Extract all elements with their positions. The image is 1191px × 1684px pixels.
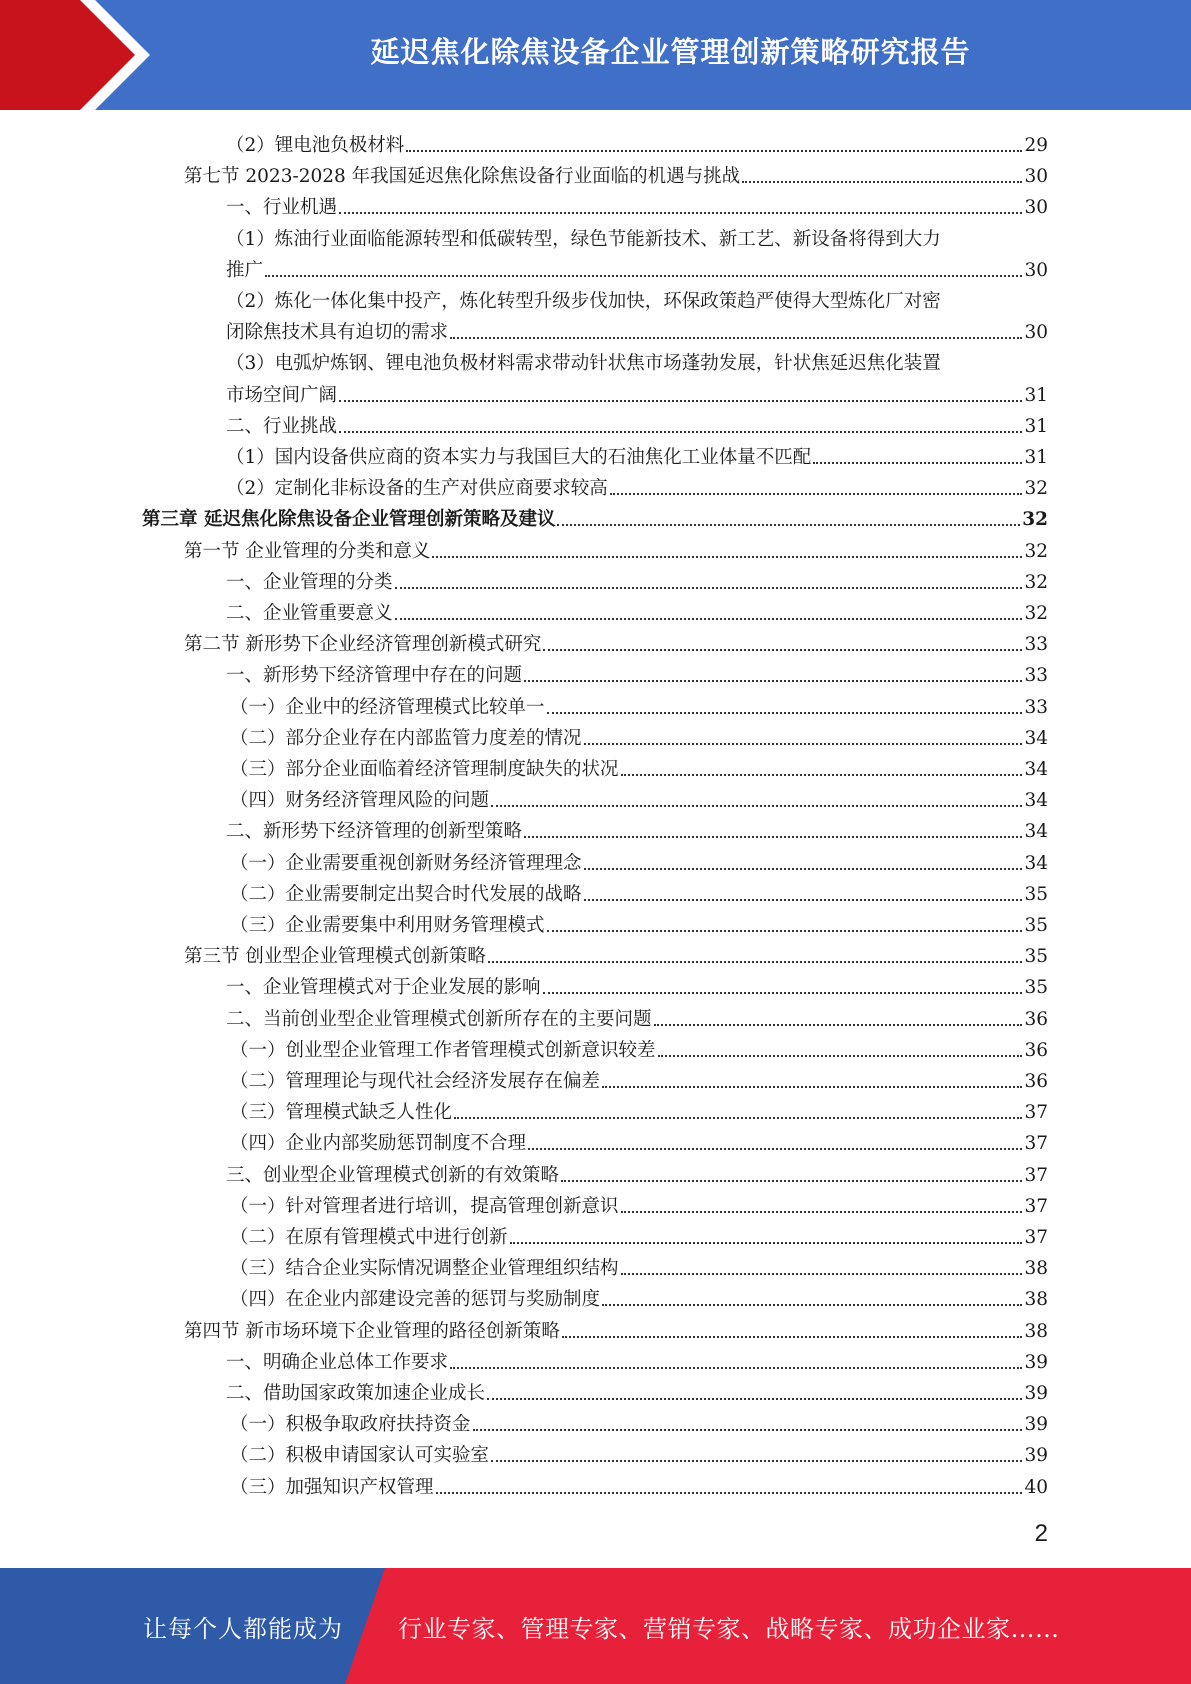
toc-entry[interactable] bbox=[184, 533, 1048, 564]
toc-entry[interactable] bbox=[230, 1469, 1048, 1500]
toc-entry-label: 一、企业管理模式对于企业发展的影响 bbox=[226, 977, 541, 999]
toc-page-number: 33 bbox=[1024, 634, 1048, 656]
toc-leader-dots bbox=[654, 1024, 1023, 1026]
toc-entry-label: 二、企业管重要意义 bbox=[226, 603, 393, 624]
toc-entry-label: 二、当前创业型企业管理模式创新所存在的主要问题 bbox=[226, 1008, 652, 1030]
toc-entry-label: 第四节 新市场环境下企业管理的路径创新策略 bbox=[184, 1320, 560, 1342]
toc-entry-label-continuation: 闭除焦技术具有迫切的需求 bbox=[226, 322, 449, 344]
toc-entry[interactable] bbox=[230, 1219, 1048, 1250]
toc-entry[interactable] bbox=[230, 1437, 1048, 1468]
toc-leader-dots bbox=[524, 680, 1022, 682]
toc-leader-dots bbox=[562, 1336, 1023, 1338]
toc-page-number: 31 bbox=[1024, 447, 1048, 468]
toc-page-number: 40 bbox=[1024, 1476, 1048, 1498]
toc-entry[interactable] bbox=[184, 1313, 1048, 1344]
toc-entry-label: （二）部分企业存在内部监管力度差的情况 bbox=[230, 727, 582, 749]
toc-entry-label: 二、借助国家政策加速企业成长 bbox=[226, 1383, 486, 1404]
toc-leader-dots bbox=[454, 1117, 1022, 1119]
toc-entry-label: （四）财务经济管理风险的问题 bbox=[230, 790, 490, 812]
toc-entry-label: 三、创业型企业管理模式创新的有效策略 bbox=[226, 1164, 560, 1186]
toc-entry-label: （二）企业需要制定出契合时代发展的战略 bbox=[230, 883, 582, 905]
toc-entry-line1[interactable] bbox=[226, 345, 1048, 376]
toc-entry-label: 一、行业机遇 bbox=[226, 197, 338, 219]
toc-entry-label: （三）部分企业面临着经济管理制度缺失的状况 bbox=[230, 759, 619, 780]
toc-entry[interactable] bbox=[230, 1032, 1048, 1063]
toc-entry[interactable] bbox=[226, 1001, 1048, 1032]
toc-page-number: 37 bbox=[1024, 1102, 1048, 1124]
toc-entry[interactable] bbox=[226, 1344, 1048, 1375]
toc-entry[interactable] bbox=[226, 969, 1048, 1000]
toc-page-number: 32 bbox=[1024, 540, 1048, 562]
toc-leader-dots bbox=[473, 1429, 1023, 1431]
toc-leader-dots bbox=[265, 275, 1022, 277]
page-header bbox=[0, 0, 1191, 110]
toc-page-number: 31 bbox=[1024, 384, 1048, 406]
toc-entry[interactable] bbox=[226, 813, 1048, 844]
toc-leader-dots bbox=[450, 1367, 1022, 1369]
toc-leader-dots bbox=[524, 836, 1022, 838]
toc-entry[interactable] bbox=[226, 408, 1048, 439]
toc-leader-dots bbox=[658, 1055, 1023, 1057]
toc-leader-dots bbox=[561, 1180, 1022, 1182]
toc-entry[interactable] bbox=[230, 1281, 1048, 1312]
toc-entry[interactable] bbox=[226, 564, 1048, 595]
toc-page-number: 35 bbox=[1024, 946, 1048, 968]
toc-page-number: 37 bbox=[1024, 1164, 1048, 1186]
toc-entry-label: （三）加强知识产权管理 bbox=[230, 1476, 434, 1498]
toc-leader-dots bbox=[436, 1492, 1023, 1494]
toc-page-number: 34 bbox=[1024, 727, 1048, 749]
toc-leader-dots bbox=[621, 1273, 1023, 1275]
toc-entry[interactable] bbox=[226, 657, 1048, 688]
toc-entry-label: （3）电弧炉炼钢、锂电池负极材料需求带动针状焦市场蓬勃发展，针状焦延迟焦化装置 bbox=[226, 353, 941, 375]
toc-page-number: 39 bbox=[1024, 1351, 1048, 1373]
toc-leader-dots bbox=[339, 400, 1022, 402]
toc-entry-label: 一、企业管理的分类 bbox=[226, 571, 393, 593]
toc-leader-dots bbox=[621, 1211, 1023, 1213]
toc-page-number: 38 bbox=[1024, 1289, 1048, 1311]
toc-leader-dots bbox=[491, 805, 1022, 807]
toc-entry-label: （四）企业内部奖励惩罚制度不合理 bbox=[230, 1133, 527, 1155]
page-number: 2 bbox=[1034, 1520, 1048, 1547]
toc-leader-dots bbox=[339, 431, 1022, 433]
toc-entry-label: （二）积极申请国家认可实验室 bbox=[230, 1445, 490, 1467]
toc-leader-dots bbox=[547, 712, 1023, 714]
toc-entry-line1[interactable] bbox=[226, 283, 1048, 314]
toc-entry[interactable] bbox=[230, 751, 1048, 782]
toc-entry-label: （1）炼油行业面临能源转型和低碳转型，绿色节能新技术、新工艺、新设备将得到大力 bbox=[226, 228, 941, 250]
toc-entry-label: 第二节 新形势下企业经济管理创新模式研究 bbox=[184, 634, 542, 656]
toc-page-number: 37 bbox=[1024, 1195, 1048, 1217]
toc-leader-dots bbox=[543, 649, 1022, 651]
toc-page-number: 33 bbox=[1024, 665, 1048, 687]
toc-entry[interactable] bbox=[226, 595, 1048, 626]
toc-page-number: 37 bbox=[1024, 1133, 1048, 1155]
toc-page-number: 31 bbox=[1024, 415, 1048, 437]
toc-entry-label: 第一节 企业管理的分类和意义 bbox=[184, 540, 431, 562]
toc-page-number: 30 bbox=[1024, 166, 1048, 188]
toc-chapter-entry[interactable] bbox=[142, 501, 1048, 532]
toc-page-number: 36 bbox=[1024, 1039, 1048, 1061]
toc-page-number: 33 bbox=[1024, 696, 1048, 718]
toc-entry[interactable] bbox=[184, 158, 1048, 189]
toc-entry[interactable] bbox=[230, 1063, 1048, 1094]
toc-entry[interactable] bbox=[226, 1375, 1048, 1406]
toc-entry[interactable] bbox=[230, 845, 1048, 876]
toc-entry-label-continuation: 市场空间广阔 bbox=[226, 384, 338, 406]
toc-leader-dots bbox=[610, 493, 1023, 495]
toc-entry-label: （一）积极争取政府扶持资金 bbox=[230, 1414, 471, 1436]
toc-entry[interactable] bbox=[226, 252, 1048, 283]
toc-entry-label: （2）定制化非标设备的生产对供应商要求较高 bbox=[226, 478, 608, 500]
toc-leader-dots bbox=[602, 1086, 1022, 1088]
toc-page-number: 34 bbox=[1024, 852, 1048, 874]
toc-entry-label: （三）管理模式缺乏人性化 bbox=[230, 1102, 453, 1124]
toc-entry-label: 二、行业挑战 bbox=[226, 415, 338, 437]
toc-page-number: 32 bbox=[1024, 478, 1048, 500]
toc-page-number: 36 bbox=[1024, 1071, 1048, 1092]
toc-entry-label: （二）管理理论与现代社会经济发展存在偏差 bbox=[230, 1071, 601, 1092]
toc-entry[interactable] bbox=[226, 439, 1048, 470]
toc-page-number: 35 bbox=[1024, 915, 1048, 936]
toc-entry[interactable] bbox=[226, 470, 1048, 501]
toc-leader-dots bbox=[491, 1460, 1022, 1462]
footer-slogan-right: 行业专家、管理专家、营销专家、战略专家、成功企业家…… bbox=[398, 1614, 1060, 1643]
toc-page-number: 39 bbox=[1024, 1383, 1048, 1404]
toc-page-number: 38 bbox=[1024, 1258, 1048, 1280]
toc-leader-dots bbox=[406, 150, 1022, 152]
toc-page-number: 38 bbox=[1024, 1320, 1048, 1342]
toc-leader-dots bbox=[813, 462, 1022, 464]
toc-leader-dots bbox=[742, 181, 1022, 183]
toc-entry-label-continuation: 推广 bbox=[226, 259, 264, 281]
toc-entry-label: 二、新形势下经济管理的创新型策略 bbox=[226, 821, 523, 843]
toc-entry-label: （一）企业中的经济管理模式比较单一 bbox=[230, 696, 545, 718]
toc-entry-label: 第七节 2023-2028 年我国延迟焦化除焦设备行业面临的机遇与挑战 bbox=[184, 166, 741, 188]
toc-entry-label: （一）创业型企业管理工作者管理模式创新意识较差 bbox=[230, 1039, 656, 1061]
toc-entry[interactable] bbox=[230, 907, 1048, 938]
toc-entry[interactable] bbox=[226, 314, 1048, 345]
toc-leader-dots bbox=[432, 556, 1022, 558]
toc-entry-label: 一、明确企业总体工作要求 bbox=[226, 1351, 449, 1373]
toc-leader-dots bbox=[487, 1398, 1022, 1400]
toc-leader-dots bbox=[547, 930, 1023, 932]
toc-entry-label: （一）企业需要重视创新财务经济管理理念 bbox=[230, 852, 582, 874]
toc-entry-label: （一）针对管理者进行培训，提高管理创新意识 bbox=[230, 1195, 619, 1217]
toc-page-number: 35 bbox=[1024, 977, 1048, 999]
toc-leader-dots bbox=[395, 587, 1023, 589]
toc-leader-dots bbox=[584, 868, 1023, 870]
toc-entry[interactable] bbox=[184, 626, 1048, 657]
toc-entry[interactable] bbox=[226, 1157, 1048, 1188]
toc-page-number: 34 bbox=[1024, 790, 1048, 812]
toc-page-number: 30 bbox=[1024, 259, 1048, 281]
toc-page-number: 35 bbox=[1024, 883, 1048, 905]
toc-entry-label: 第三节 创业型企业管理模式创新策略 bbox=[184, 946, 486, 968]
toc-entry-label: （三）结合企业实际情况调整企业管理组织结构 bbox=[230, 1258, 619, 1280]
toc-leader-dots bbox=[339, 212, 1022, 214]
toc-leader-dots bbox=[584, 743, 1023, 745]
toc-page-number: 37 bbox=[1024, 1227, 1048, 1248]
header-chevron-decoration bbox=[0, 0, 170, 110]
toc-leader-dots bbox=[621, 774, 1023, 776]
toc-entry[interactable] bbox=[230, 689, 1048, 720]
toc-leader-dots bbox=[602, 1304, 1022, 1306]
toc-entry[interactable] bbox=[230, 1406, 1048, 1437]
toc-entry-label: （三）企业需要集中利用财务管理模式 bbox=[230, 915, 545, 936]
toc-page-number: 30 bbox=[1024, 322, 1048, 344]
toc-entry[interactable] bbox=[184, 938, 1048, 969]
toc-entry[interactable] bbox=[230, 1094, 1048, 1125]
toc-leader-dots bbox=[584, 899, 1023, 901]
toc-page-number: 34 bbox=[1024, 759, 1048, 780]
toc-entry[interactable] bbox=[226, 377, 1048, 408]
toc-entry[interactable] bbox=[230, 1125, 1048, 1156]
toc-leader-dots bbox=[510, 1242, 1023, 1244]
toc-entry-label: （四）在企业内部建设完善的惩罚与奖励制度 bbox=[230, 1289, 601, 1311]
toc-page-number: 32 bbox=[1024, 603, 1048, 624]
toc-page-number: 36 bbox=[1024, 1008, 1048, 1030]
toc-entry[interactable] bbox=[230, 876, 1048, 907]
toc-entry-label: 一、新形势下经济管理中存在的问题 bbox=[226, 665, 523, 687]
footer-slogan-left: 让每个人都能成为 bbox=[143, 1614, 343, 1643]
toc-entry-label: 第三章 延迟焦化除焦设备企业管理创新策略及建议 bbox=[142, 509, 556, 531]
toc-leader-dots bbox=[528, 1148, 1022, 1150]
toc-entry[interactable] bbox=[230, 720, 1048, 751]
toc-entry[interactable] bbox=[230, 1250, 1048, 1281]
toc-entry[interactable] bbox=[230, 1188, 1048, 1219]
toc-page-number: 39 bbox=[1024, 1414, 1048, 1436]
toc-entry-line1[interactable] bbox=[226, 221, 1048, 252]
toc-entry-label: （2）锂电池负极材料 bbox=[226, 135, 405, 156]
toc-page-number: 32 bbox=[1022, 509, 1048, 531]
toc-page-number: 34 bbox=[1024, 821, 1048, 843]
toc-entry[interactable] bbox=[226, 189, 1048, 220]
toc-page-number: 32 bbox=[1024, 571, 1048, 593]
toc-entry-label: （二）在原有管理模式中进行创新 bbox=[230, 1227, 508, 1248]
toc-entry-label: （2）炼化一体化集中投产，炼化转型升级步伐加快，环保政策趋严使得大型炼化厂对密 bbox=[226, 291, 941, 312]
toc-page-number: 39 bbox=[1024, 1445, 1048, 1467]
toc-leader-dots bbox=[557, 524, 1020, 526]
toc-page-number: 29 bbox=[1024, 135, 1048, 156]
toc-leader-dots bbox=[488, 961, 1023, 963]
toc-entry-label: （1）国内设备供应商的资本实力与我国巨大的石油焦化工业体量不匹配 bbox=[226, 447, 812, 468]
toc-entry[interactable] bbox=[226, 127, 1048, 158]
toc-leader-dots bbox=[450, 337, 1022, 339]
toc-page-number: 30 bbox=[1024, 197, 1048, 219]
page-footer bbox=[0, 1568, 1191, 1684]
report-title: 延迟焦化除焦设备企业管理创新策略研究报告 bbox=[370, 34, 971, 69]
toc-entry[interactable] bbox=[230, 782, 1048, 813]
toc-leader-dots bbox=[395, 618, 1023, 620]
toc-leader-dots bbox=[543, 992, 1023, 994]
